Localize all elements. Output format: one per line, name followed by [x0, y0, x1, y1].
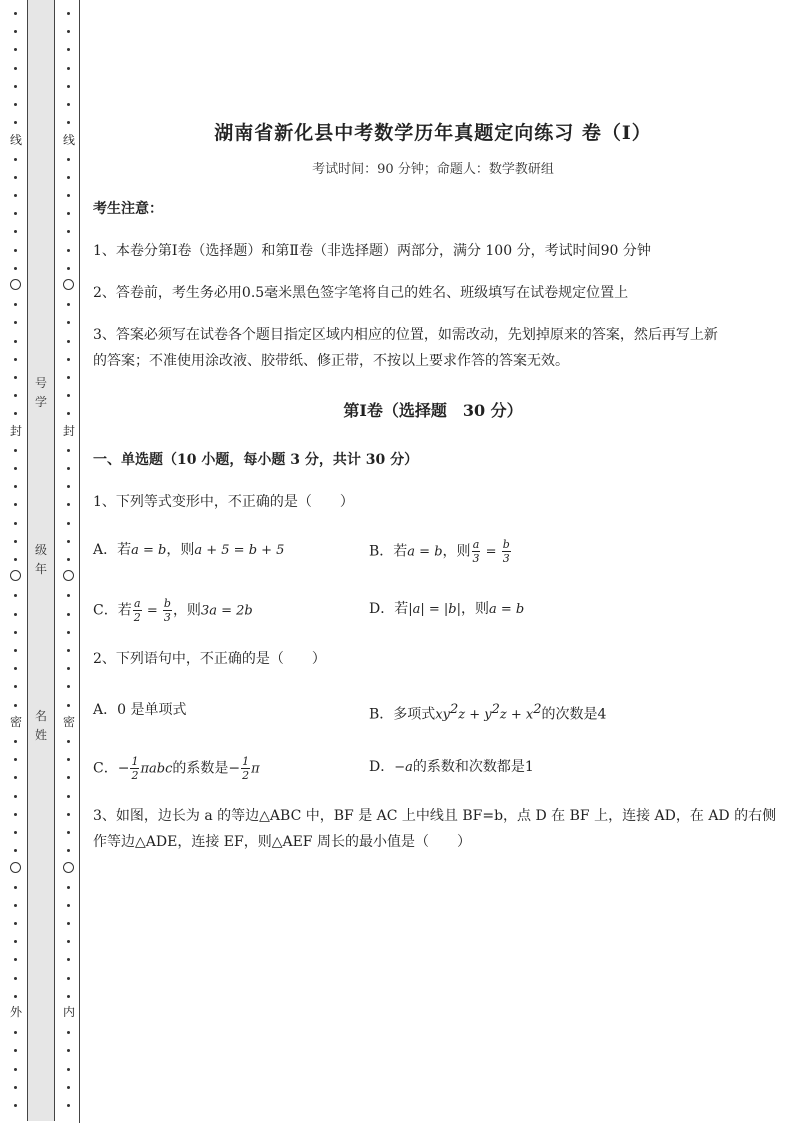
seal-dot — [67, 613, 70, 616]
seal-dot — [14, 849, 17, 852]
seal-dot — [14, 977, 17, 980]
seal-dot — [14, 376, 17, 379]
seal-mark-outer: 外 — [9, 1005, 22, 1019]
seal-dot — [14, 831, 17, 834]
q2-option-c: C．− $\frac{1}{2}$ πabc的系数是− $\frac{1}{2}$ π — [93, 755, 260, 782]
seal-dot — [14, 412, 17, 415]
seal-dot — [14, 176, 17, 179]
seal-dot — [67, 30, 70, 33]
seal-dot — [14, 303, 17, 306]
seal-dot — [14, 85, 17, 88]
seal-dot — [14, 758, 17, 761]
page-title: 湖南省新化县中考数学历年真题定向练习 卷（Ⅰ） — [214, 122, 652, 144]
seal-dot — [67, 412, 70, 415]
grade-label: 级 年 — [34, 543, 47, 576]
seal-dot — [67, 685, 70, 688]
seal-dot — [67, 1031, 70, 1034]
seal-dot — [14, 649, 17, 652]
fraction: $\frac{b}{3}$ — [502, 538, 510, 565]
seal-dot — [67, 449, 70, 452]
q1-option-a: A．若a = b，则a + 5 = b + 5 — [93, 542, 285, 558]
seal-dot — [67, 1086, 70, 1089]
seal-dot — [67, 249, 70, 252]
fraction: $\frac{a}{3}$ — [472, 538, 480, 565]
notice-item: 的答案；不准使用涂改液、胶带纸、修正带，不按以上要求作答的答案无效。 — [93, 353, 569, 369]
q1-option-b: B．若a = b，则 $\frac{a}{3}$ = $\frac{b}{3}$ — [369, 538, 510, 565]
seal-dot — [67, 631, 70, 634]
seal-dot — [67, 1049, 70, 1052]
seal-dot — [14, 886, 17, 889]
fraction: $\frac{1}{2}$ — [242, 755, 250, 782]
question-1-stem: 1、下列等式变形中，不正确的是（ ） — [93, 494, 354, 510]
seal-dot — [67, 831, 70, 834]
seal-circle-icon — [63, 862, 74, 873]
seal-dot — [67, 776, 70, 779]
seal-mark-line: 线 — [9, 133, 22, 147]
seal-dot — [67, 103, 70, 106]
seal-dot — [14, 267, 17, 270]
seal-dot — [67, 995, 70, 998]
seal-dot — [67, 85, 70, 88]
seal-dot — [67, 212, 70, 215]
seal-dot — [14, 795, 17, 798]
student-id-label: 号 学 — [34, 376, 47, 409]
seal-dot — [14, 194, 17, 197]
seal-dot — [67, 121, 70, 124]
seal-dot — [14, 594, 17, 597]
seal-dot — [14, 212, 17, 215]
binding-margin — [0, 0, 82, 1123]
seal-dot — [67, 558, 70, 561]
seal-dot — [14, 613, 17, 616]
fraction: $\frac{b}{3}$ — [163, 597, 171, 624]
student-info-band — [27, 0, 55, 1121]
seal-dot — [67, 758, 70, 761]
section-heading: 一、单选题（10 小题，每小题 3 分，共计 30 分） — [93, 452, 419, 468]
q2-option-d: D．−a的系数和次数都是1 — [369, 759, 534, 775]
seal-dot — [67, 358, 70, 361]
q1-option-d: D．若|a| = |b|，则a = b — [369, 601, 525, 617]
seal-dot — [14, 1104, 17, 1107]
seal-mark-secret: 密 — [9, 715, 22, 729]
seal-dot — [67, 485, 70, 488]
seal-dot — [67, 230, 70, 233]
seal-dot — [67, 267, 70, 270]
seal-dot — [67, 503, 70, 506]
seal-dot — [67, 594, 70, 597]
seal-dot — [14, 485, 17, 488]
seal-dot — [14, 48, 17, 51]
question-3-stem-cont: 作等边△ADE，连接 EF，则△AEF 周长的最小值是（ ） — [93, 834, 471, 850]
seal-dot — [67, 1068, 70, 1071]
name-label: 名 姓 — [34, 709, 47, 742]
seal-mark-seal: 封 — [62, 424, 75, 438]
seal-dot — [14, 540, 17, 543]
seal-circle-icon — [10, 862, 21, 873]
seal-dot — [67, 394, 70, 397]
seal-dot — [67, 813, 70, 816]
seal-dot — [14, 230, 17, 233]
seal-dot — [14, 340, 17, 343]
seal-dot — [67, 740, 70, 743]
seal-dot — [14, 904, 17, 907]
seal-dot — [67, 522, 70, 525]
seal-mark-seal: 封 — [9, 424, 22, 438]
seal-dot — [14, 667, 17, 670]
seal-dot — [67, 1104, 70, 1107]
outer-seal-line — [9, 0, 23, 1123]
seal-dot — [67, 467, 70, 470]
seal-dot — [14, 503, 17, 506]
seal-dot — [67, 12, 70, 15]
seal-dot — [14, 1068, 17, 1071]
seal-dot — [14, 813, 17, 816]
seal-dot — [14, 1031, 17, 1034]
seal-circle-icon — [10, 570, 21, 581]
seal-dot — [14, 1049, 17, 1052]
notice-item: 1、本卷分第Ⅰ卷（选择题）和第Ⅱ卷（非选择题）两部分，满分 100 分，考试时间90 分钟 — [93, 243, 651, 259]
seal-dot — [14, 1086, 17, 1089]
seal-dot — [67, 48, 70, 51]
seal-circle-icon — [63, 279, 74, 290]
seal-dot — [14, 249, 17, 252]
seal-dot — [14, 522, 17, 525]
q2-option-b: B．多项式$xy^2z + y^2z + x^2$的次数是4 — [369, 702, 607, 723]
q1-option-c: C．若 $\frac{a}{2}$ = $\frac{b}{3}$ ，则3a = 2b — [93, 597, 253, 624]
seal-dot — [67, 67, 70, 70]
seal-dot — [14, 321, 17, 324]
seal-mark-inner: 内 — [62, 1005, 75, 1019]
exam-info: 考试时间：90 分钟；命题人：数学教研组 — [312, 162, 554, 177]
notice-item: 2、答卷前，考生务必用0.5毫米黑色签字笔将自己的姓名、班级填写在试卷规定位置上 — [93, 285, 629, 301]
seal-dot — [67, 940, 70, 943]
seal-dot — [67, 321, 70, 324]
seal-dot — [14, 449, 17, 452]
seal-dot — [67, 340, 70, 343]
inner-seal-line — [62, 0, 76, 1123]
seal-dot — [14, 558, 17, 561]
seal-dot — [67, 849, 70, 852]
seal-dot — [67, 158, 70, 161]
seal-dot — [67, 904, 70, 907]
seal-dot — [14, 103, 17, 106]
seal-mark-secret: 密 — [62, 715, 75, 729]
seal-dot — [67, 303, 70, 306]
seal-dot — [67, 958, 70, 961]
seal-dot — [14, 685, 17, 688]
seal-dot — [67, 977, 70, 980]
part-title: 第Ⅰ卷（选择题 30 分） — [343, 401, 523, 420]
seal-dot — [14, 776, 17, 779]
seal-dot — [14, 467, 17, 470]
q2-option-a: A．0 是单项式 — [93, 702, 187, 718]
seal-dot — [14, 121, 17, 124]
seal-dot — [67, 795, 70, 798]
seal-dot — [14, 995, 17, 998]
seal-dot — [14, 12, 17, 15]
question-3-stem: 3、如图，边长为 a 的等边△ABC 中，BF 是 AC 上中线且 BF=b，点 D 在 BF 上，连接 AD，在 AD 的右侧 — [93, 808, 777, 824]
margin-rule — [79, 0, 80, 1123]
seal-circle-icon — [63, 570, 74, 581]
seal-dot — [67, 667, 70, 670]
seal-dot — [14, 740, 17, 743]
seal-dot — [67, 540, 70, 543]
question-2-stem: 2、下列语句中，不正确的是（ ） — [93, 651, 326, 667]
seal-dot — [67, 194, 70, 197]
seal-dot — [14, 394, 17, 397]
seal-dot — [14, 631, 17, 634]
seal-dot — [14, 158, 17, 161]
fraction: $\frac{a}{2}$ — [133, 597, 141, 624]
seal-dot — [14, 30, 17, 33]
notice-heading: 考生注意： — [93, 201, 163, 217]
seal-dot — [67, 649, 70, 652]
seal-dot — [14, 704, 17, 707]
seal-dot — [67, 176, 70, 179]
seal-dot — [67, 376, 70, 379]
fraction: $\frac{1}{2}$ — [131, 755, 139, 782]
seal-dot — [67, 704, 70, 707]
seal-mark-line: 线 — [62, 133, 75, 147]
seal-dot — [67, 886, 70, 889]
seal-dot — [14, 67, 17, 70]
seal-dot — [14, 940, 17, 943]
seal-circle-icon — [10, 279, 21, 290]
seal-dot — [14, 958, 17, 961]
seal-dot — [14, 358, 17, 361]
notice-item: 3、答案必须写在试卷各个题目指定区域内相应的位置，如需改动，先划掉原来的答案，然后再写上新 — [93, 327, 718, 343]
seal-dot — [67, 922, 70, 925]
seal-dot — [14, 922, 17, 925]
